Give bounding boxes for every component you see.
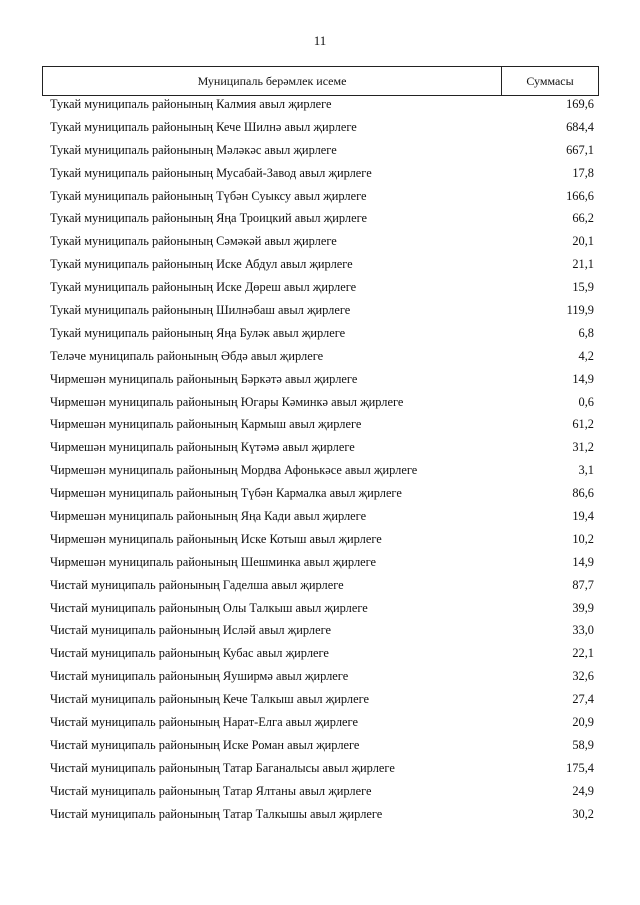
row-municipality-name: Чистай муниципаль районының Исләй авыл җирлеге <box>50 623 332 638</box>
row-municipality-name: Чирмешән муниципаль районының Шешминка авыл җирлеге <box>50 554 377 569</box>
row-sum-value: 0,6 <box>578 394 594 409</box>
row-municipality-name: Тукай муниципаль районының Калмия авыл җирлеге <box>50 97 332 111</box>
table-row <box>50 368 594 391</box>
row-sum-value: 61,2 <box>572 417 594 432</box>
table-row <box>50 665 594 688</box>
row-sum-value: 20,9 <box>572 715 594 730</box>
table-row <box>50 345 594 368</box>
row-municipality-name: Чистай муниципаль районының Олы Талкыш авыл җирлеге <box>50 600 368 615</box>
row-sum-value: 14,9 <box>572 371 594 386</box>
row-sum-value: 22,1 <box>572 646 594 661</box>
row-municipality-name: Чистай муниципаль районының Татар Баганалысы авыл җирлеге <box>50 760 395 775</box>
table-row <box>50 436 594 459</box>
row-municipality-name: Чистай муниципаль районының Кече Талкыш авыл җирлеге <box>50 692 369 707</box>
table-row <box>50 757 594 780</box>
table-row <box>50 619 594 642</box>
row-municipality-name: Тукай муниципаль районының Түбән Суыксу авыл җирлеге <box>50 188 367 203</box>
row-municipality-name: Тукай муниципаль районының Мусабай-Завод авыл җирлеге <box>50 165 372 180</box>
row-sum-value: 87,7 <box>572 577 594 592</box>
row-sum-value: 31,2 <box>572 440 594 455</box>
row-sum-value: 21,1 <box>572 257 594 272</box>
table-row <box>50 391 594 414</box>
row-municipality-name: Тукай муниципаль районының Кече Шилнә авыл җирлеге <box>50 119 357 134</box>
row-sum-value: 119,9 <box>566 303 594 318</box>
row-municipality-name: Тукай муниципаль районының Иске Абдул авыл җирлеге <box>50 257 353 272</box>
row-municipality-name: Чирмешән муниципаль районының Күтәмә авыл җирлеге <box>50 440 355 455</box>
row-sum-value: 169,6 <box>566 97 594 111</box>
row-sum-value: 33,0 <box>572 623 594 638</box>
table-header <box>42 66 599 96</box>
table-row <box>50 688 594 711</box>
row-municipality-name: Чистай муниципаль районының Яуширмә авыл җирлеге <box>50 669 349 684</box>
table-row <box>50 551 594 574</box>
table-row <box>50 253 594 276</box>
column-header-name: Муниципаль берәмлек исеме <box>43 67 502 95</box>
row-sum-value: 6,8 <box>578 325 594 340</box>
table-body <box>50 93 594 826</box>
table-row <box>50 642 594 665</box>
row-sum-value: 24,9 <box>572 783 594 798</box>
page-number: 11 <box>313 33 327 48</box>
row-sum-value: 39,9 <box>572 600 594 615</box>
row-municipality-name: Чистай муниципаль районының Нарат-Елга авыл җирлеге <box>50 715 358 730</box>
table-row <box>50 93 594 116</box>
table-row <box>50 803 594 826</box>
row-municipality-name: Чирмешән муниципаль районының Яңа Кади авыл җирлеге <box>50 509 367 524</box>
row-sum-value: 19,4 <box>572 509 594 524</box>
table-row <box>50 482 594 505</box>
table-row <box>50 734 594 757</box>
row-municipality-name: Теләче муниципаль районының Әбдә авыл җирлеге <box>50 348 324 363</box>
row-sum-value: 175,4 <box>566 760 594 775</box>
table-row <box>50 574 594 597</box>
row-municipality-name: Тукай муниципаль районының Яңа Троицкий авыл җирлеге <box>50 211 368 226</box>
table-row <box>50 116 594 139</box>
table-row <box>50 505 594 528</box>
row-sum-value: 58,9 <box>572 737 594 752</box>
row-municipality-name: Чистай муниципаль районының Кубас авыл җирлеге <box>50 646 329 661</box>
row-municipality-name: Чистай муниципаль районының Гаделша авыл җирлеге <box>50 577 344 592</box>
table-row <box>50 597 594 620</box>
row-sum-value: 27,4 <box>572 692 594 707</box>
row-sum-value: 30,2 <box>572 806 594 821</box>
row-municipality-name: Тукай муниципаль районының Шилнәбаш авыл җирлеге <box>50 303 351 318</box>
row-municipality-name: Чирмешән муниципаль районының Түбән Кармалка авыл җирлеге <box>50 486 402 501</box>
row-sum-value: 684,4 <box>566 119 594 134</box>
row-municipality-name: Чистай муниципаль районының Татар Талкышы авыл җирлеге <box>50 806 383 821</box>
row-sum-value: 14,9 <box>572 554 594 569</box>
row-municipality-name: Чирмешән муниципаль районының Кармыш авыл җирлеге <box>50 417 362 432</box>
row-sum-value: 667,1 <box>566 142 594 157</box>
row-sum-value: 86,6 <box>572 486 594 501</box>
row-sum-value: 4,2 <box>578 348 594 363</box>
table-row <box>50 528 594 551</box>
table-row <box>50 139 594 162</box>
row-sum-value: 10,2 <box>572 531 594 546</box>
table-row <box>50 459 594 482</box>
row-sum-value: 3,1 <box>578 463 594 478</box>
row-municipality-name: Чирмешән муниципаль районының Мордва Афонькәсе авыл җирлеге <box>50 463 418 478</box>
table-row <box>50 276 594 299</box>
table-row <box>50 299 594 322</box>
table-row <box>50 413 594 436</box>
row-municipality-name: Чирмешән муниципаль районының Иске Котыш авыл җирлеге <box>50 531 382 546</box>
row-municipality-name: Чирмешән муниципаль районының Бәркәтә авыл җирлеге <box>50 371 358 386</box>
row-sum-value: 17,8 <box>572 165 594 180</box>
table-row <box>50 711 594 734</box>
row-municipality-name: Тукай муниципаль районының Сәмәкәй авыл җирлеге <box>50 234 337 249</box>
table-row <box>50 322 594 345</box>
table-row <box>50 230 594 253</box>
column-header-sum: Суммасы <box>526 73 574 88</box>
row-municipality-name: Тукай муниципаль районының Яңа Буләк авыл җирлеге <box>50 325 346 340</box>
row-sum-value: 66,2 <box>572 211 594 226</box>
row-municipality-name: Чирмешән муниципаль районының Югары Кәминкә авыл җирлеге <box>50 394 404 409</box>
table-row <box>50 162 594 185</box>
table-row <box>50 207 594 230</box>
table-row <box>50 185 594 208</box>
table-row <box>50 780 594 803</box>
row-municipality-name: Чистай муниципаль районының Иске Роман авыл җирлеге <box>50 737 360 752</box>
row-sum-value: 166,6 <box>566 188 594 203</box>
row-municipality-name: Тукай муниципаль районының Мәләкәс авыл җирлеге <box>50 142 337 157</box>
row-sum-value: 15,9 <box>572 280 594 295</box>
row-sum-value: 32,6 <box>572 669 594 684</box>
row-municipality-name: Тукай муниципаль районының Иске Дөреш авыл җирлеге <box>50 280 357 295</box>
row-municipality-name: Чистай муниципаль районының Татар Ялтаны авыл җирлеге <box>50 783 372 798</box>
row-sum-value: 20,1 <box>572 234 594 249</box>
